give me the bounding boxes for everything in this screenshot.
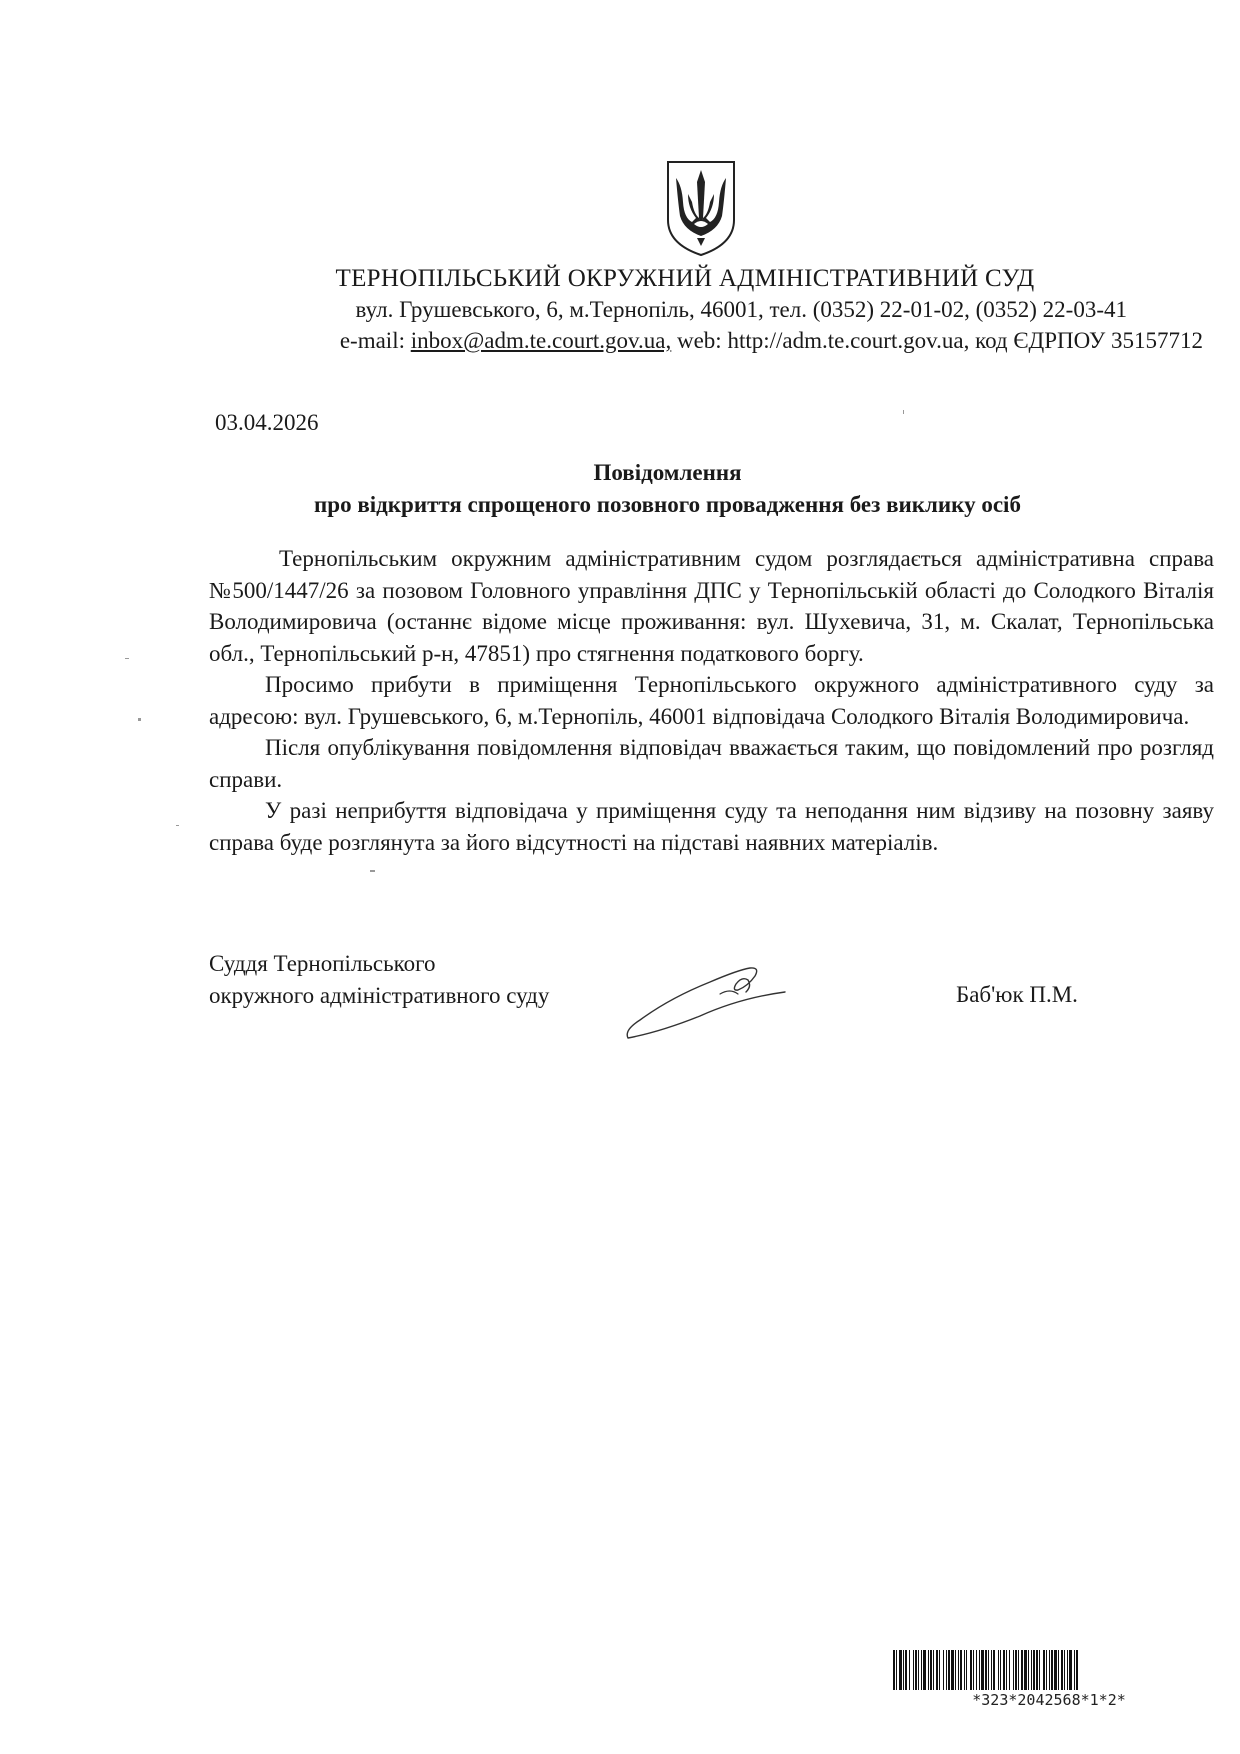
scan-speck — [903, 410, 904, 414]
document-subtitle: про відкриття спрощеного позовного провадження без виклику осіб — [314, 492, 1021, 517]
email-label: e-mail: — [339, 328, 411, 353]
email-link[interactable]: inbox@adm.te.court.gov.ua, — [410, 328, 672, 353]
scan-speck — [370, 870, 375, 872]
trident-coat-of-arms-icon — [664, 158, 738, 258]
paragraph: Після опублікування повідомлення відповідач вважається таким, що повідомлений про розгляд справи. — [209, 735, 1214, 792]
scan-speck — [138, 718, 141, 721]
document-barcode — [893, 1650, 1205, 1690]
document-date: 03.04.2026 — [215, 410, 319, 435]
paragraph: Тернопільським окружним адміністративним судом розглядається адміністративна справа №500/1447/26 за позовом Головного управління ДПС у Тернопільській області до Солодкого Віталія Володимировича (останнє відоме місце проживання: вул. Шухевича, 31, м. Скалат, Тернопільська обл., Тернопільський р-н, 47851) про стягнення податкового боргу. — [209, 546, 1214, 666]
paragraph: Просимо прибути в приміщення Тернопільського окружного адміністративного суду за адресою: вул. Грушевського, 6, м.Тернопіль, 46001 відповідача Солодкого Віталія Володимировича. — [209, 672, 1214, 729]
court-contacts — [340, 328, 1203, 354]
judge-position — [209, 948, 549, 1012]
judge-position-line2: окружного адміністративного суду — [209, 983, 550, 1008]
barcode-bar — [1076, 1650, 1078, 1690]
handwritten-signature — [620, 950, 790, 1045]
court-address: вул. Грушевського, 6, м.Тернопіль, 46001, тел. (0352) 22-01-02, (0352) 22-03-41 — [355, 297, 1127, 322]
signer-name: Баб'юк П.М. — [956, 982, 1078, 1007]
web-and-code: web: http://adm.te.court.gov.ua, код ЄДРПОУ 35157712 — [671, 328, 1203, 353]
court-name: ТЕРНОПІЛЬСЬКИЙ ОКРУЖНИЙ АДМІНІСТРАТИВНИЙ СУД — [335, 265, 1035, 292]
judge-position-line1: Суддя Тернопільського — [209, 951, 436, 976]
scan-speck — [125, 658, 129, 659]
barcode-text: *323*2042568*1*2* — [972, 1691, 1126, 1709]
document-body — [209, 543, 1214, 858]
scan-speck — [176, 825, 179, 826]
document-title: Повідомлення — [593, 460, 742, 485]
paragraph: У разі неприбуття відповідача у приміщення суду та неподання ним відзиву на позовну заяву справа буде розглянута за його відсутності на підставі наявних матеріалів. — [209, 798, 1214, 855]
